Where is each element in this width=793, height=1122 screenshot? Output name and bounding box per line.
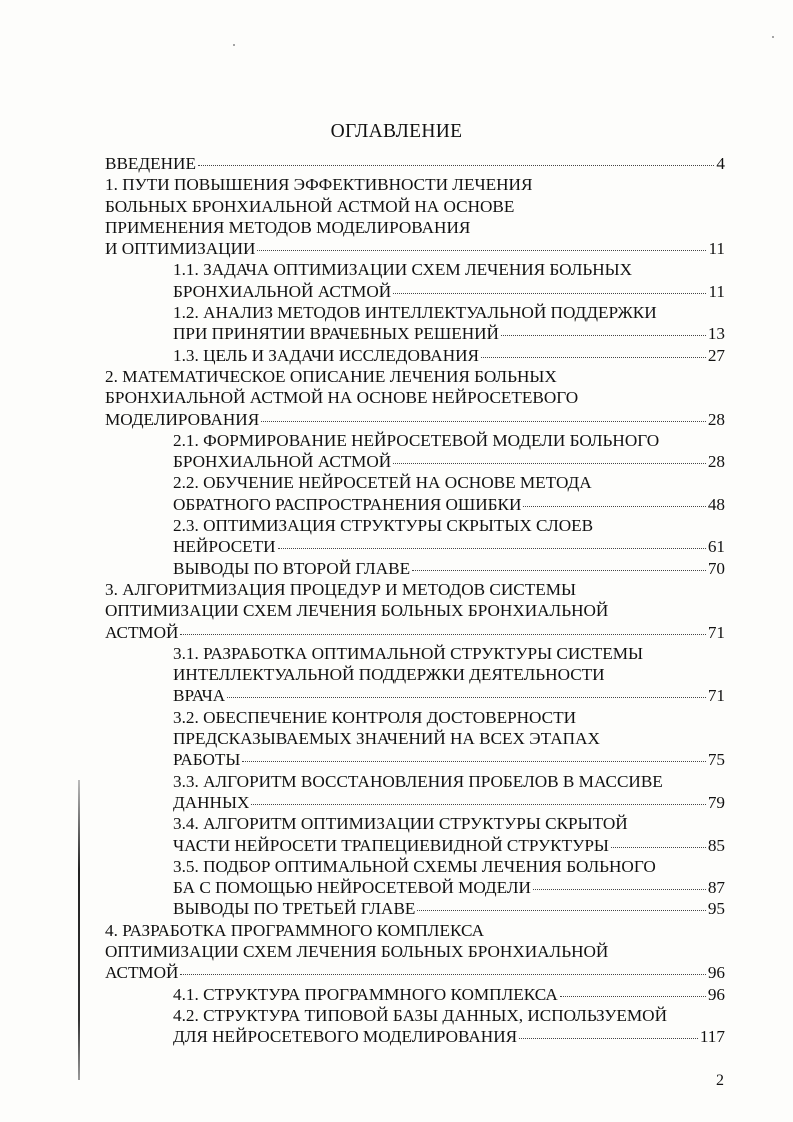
scan-speck bbox=[772, 36, 774, 38]
toc-entry-text: ОПТИМИЗАЦИИ СХЕМ ЛЕЧЕНИЯ БОЛЬНЫХ БРОНХИАЛЬНОЙ bbox=[105, 941, 609, 961]
toc-page-number: 4 bbox=[716, 154, 725, 173]
dot-leader bbox=[501, 334, 706, 336]
toc-entry-line bbox=[173, 771, 725, 792]
toc-entry-line bbox=[105, 622, 725, 643]
toc-page-number: 11 bbox=[708, 281, 725, 301]
dot-leader bbox=[560, 995, 706, 997]
toc-page-number: 13 bbox=[707, 324, 725, 344]
toc-page-number: 70 bbox=[707, 558, 725, 578]
toc-entry-line bbox=[173, 643, 725, 664]
toc-entry-line bbox=[173, 430, 725, 451]
toc-entry-text: БА С ПОМОЩЬЮ НЕЙРОСЕТЕВОЙ МОДЕЛИ bbox=[173, 878, 531, 898]
toc-entry-line bbox=[173, 685, 725, 706]
toc-page-number: 48 bbox=[707, 494, 725, 514]
toc-entry-line bbox=[105, 600, 725, 621]
toc-entry-text: ПРИ ПРИНЯТИИ ВРАЧЕБНЫХ РЕШЕНИЙ bbox=[173, 324, 499, 344]
toc-entry-text: 2.2. ОБУЧЕНИЕ НЕЙРОСЕТЕЙ НА ОСНОВЕ МЕТОДА bbox=[173, 473, 592, 493]
toc-page-number: 75 bbox=[707, 750, 725, 770]
toc-entry-text: 3.2. ОБЕСПЕЧЕНИЕ КОНТРОЛЯ ДОСТОВЕРНОСТИ bbox=[173, 707, 577, 727]
toc-entry-line bbox=[173, 835, 725, 856]
toc-entry-text: БОЛЬНЫХ БРОНХИАЛЬНОЙ АСТМОЙ НА ОСНОВЕ bbox=[105, 196, 515, 216]
toc-entry-line bbox=[173, 451, 725, 472]
toc-entry-line bbox=[173, 664, 725, 685]
scan-speck bbox=[233, 44, 235, 46]
toc-entry-line bbox=[105, 962, 725, 983]
toc-entry-line bbox=[105, 920, 725, 941]
toc-entry-line bbox=[173, 323, 725, 344]
toc-page-number: 85 bbox=[707, 835, 725, 855]
toc-page-number: 96 bbox=[707, 963, 725, 983]
toc-entry-text: ИНТЕЛЛЕКТУАЛЬНОЙ ПОДДЕРЖКИ ДЕЯТЕЛЬНОСТИ bbox=[173, 665, 605, 685]
toc-page-number: 117 bbox=[699, 1027, 725, 1047]
toc-entry-line bbox=[173, 558, 725, 579]
dot-leader bbox=[257, 249, 706, 251]
toc-entry-line bbox=[173, 877, 725, 898]
toc-entry-text: ВЫВОДЫ ПО ВТОРОЙ ГЛАВЕ bbox=[173, 558, 411, 578]
toc-entry-text: АСТМОЙ bbox=[105, 963, 179, 983]
toc-entry-text: ПРИМЕНЕНИЯ МЕТОДОВ МОДЕЛИРОВАНИЯ bbox=[105, 217, 471, 237]
toc-entry-text: НЕЙРОСЕТИ bbox=[173, 537, 276, 557]
toc-entry-text: ВЫВОДЫ ПО ТРЕТЬЕЙ ГЛАВЕ bbox=[173, 899, 416, 919]
dot-leader bbox=[519, 1037, 698, 1039]
toc-entry-text: АСТМОЙ bbox=[105, 622, 179, 642]
toc-entry-line bbox=[173, 1005, 725, 1026]
toc-entry-text: 3.4. АЛГОРИТМ ОПТИМИЗАЦИИ СТРУКТУРЫ СКРЫТОЙ bbox=[173, 814, 628, 834]
dot-leader bbox=[417, 909, 705, 911]
toc-entry-text: ДЛЯ НЕЙРОСЕТЕВОГО МОДЕЛИРОВАНИЯ bbox=[173, 1027, 518, 1047]
toc-page-number: 27 bbox=[707, 345, 725, 365]
dot-leader bbox=[227, 696, 706, 698]
toc-entry-text: И ОПТИМИЗАЦИИ bbox=[105, 239, 256, 259]
toc-entry-line bbox=[105, 217, 725, 238]
toc-entry-line bbox=[173, 898, 725, 919]
toc-entry-text: 2. МАТЕМАТИЧЕСКОЕ ОПИСАНИЕ ЛЕЧЕНИЯ БОЛЬНЫХ bbox=[105, 366, 557, 386]
toc-entry-line bbox=[173, 345, 725, 366]
dot-leader bbox=[533, 888, 706, 890]
toc-entry-line bbox=[173, 984, 725, 1005]
toc-entry-line bbox=[173, 728, 725, 749]
dot-leader bbox=[393, 292, 706, 294]
dot-leader bbox=[261, 420, 706, 422]
toc-entry-line bbox=[105, 238, 725, 259]
toc-entry-line bbox=[105, 409, 725, 430]
toc-page-number: 79 bbox=[707, 792, 725, 812]
toc-entry-text: БРОНХИАЛЬНОЙ АСТМОЙ bbox=[173, 452, 392, 472]
toc-entry-text: БРОНХИАЛЬНОЙ АСТМОЙ bbox=[173, 281, 392, 301]
dot-leader bbox=[412, 569, 706, 571]
toc-entry-text: МОДЕЛИРОВАНИЯ bbox=[105, 409, 260, 429]
toc-entry-text: 4.1. СТРУКТУРА ПРОГРАММНОГО КОМПЛЕКСА bbox=[173, 984, 558, 1004]
dot-leader bbox=[523, 505, 705, 507]
toc-entry-text: 2.3. ОПТИМИЗАЦИЯ СТРУКТУРЫ СКРЫТЫХ СЛОЕВ bbox=[173, 516, 594, 536]
toc-entry-text: 3. АЛГОРИТМИЗАЦИЯ ПРОЦЕДУР И МЕТОДОВ СИСТЕМЫ bbox=[105, 579, 577, 599]
scan-margin-mark bbox=[78, 780, 80, 1080]
toc-entry-text: ВВЕДЕНИЕ bbox=[105, 154, 196, 173]
toc-entry-line bbox=[173, 856, 725, 877]
toc-page-number: 87 bbox=[707, 878, 725, 898]
toc-entry-text: 3.5. ПОДБОР ОПТИМАЛЬНОЙ СХЕМЫ ЛЕЧЕНИЯ БОЛЬНОГО bbox=[173, 856, 656, 876]
toc-entry-line bbox=[105, 941, 725, 962]
toc-entry-line bbox=[173, 813, 725, 834]
toc-entry-line bbox=[173, 472, 725, 493]
dot-leader bbox=[481, 356, 706, 358]
toc-page-number: 61 bbox=[707, 537, 725, 557]
toc-page-number: 11 bbox=[708, 239, 725, 259]
toc-entry-line bbox=[105, 366, 725, 387]
toc-entry-text: 4.2. СТРУКТУРА ТИПОВОЙ БАЗЫ ДАННЫХ, ИСПОЛЬЗУЕМОЙ bbox=[173, 1005, 668, 1025]
toc-entry-text: 1.1. ЗАДАЧА ОПТИМИЗАЦИИ СХЕМ ЛЕЧЕНИЯ БОЛЬНЫХ bbox=[173, 260, 633, 280]
toc-entry-text: ОПТИМИЗАЦИИ СХЕМ ЛЕЧЕНИЯ БОЛЬНЫХ БРОНХИАЛЬНОЙ bbox=[105, 601, 609, 621]
toc-entry-text: 3.1. РАЗРАБОТКА ОПТИМАЛЬНОЙ СТРУКТУРЫ СИСТЕМЫ bbox=[173, 643, 643, 663]
toc-entry-text: ПРЕДСКАЗЫВАЕМЫХ ЗНАЧЕНИЙ НА ВСЕХ ЭТАПАХ bbox=[173, 729, 600, 749]
toc-entry-text: 2.1. ФОРМИРОВАНИЕ НЕЙРОСЕТЕВОЙ МОДЕЛИ БОЛЬНОГО bbox=[173, 430, 660, 450]
table-of-contents bbox=[105, 153, 725, 1047]
toc-entry-line bbox=[105, 579, 725, 600]
toc-entry-line bbox=[105, 174, 725, 195]
page-title: ОГЛАВЛЕНИЕ bbox=[330, 121, 463, 142]
toc-entry-text: РАБОТЫ bbox=[173, 750, 241, 770]
toc-page-number: 71 bbox=[707, 622, 725, 642]
dot-leader bbox=[251, 803, 705, 805]
dot-leader bbox=[198, 164, 714, 166]
toc-entry-line bbox=[173, 494, 725, 515]
toc-entry-text: ДАННЫХ bbox=[173, 792, 250, 812]
toc-page-number: 95 bbox=[707, 899, 725, 919]
toc-entry-text: ВРАЧА bbox=[173, 686, 226, 706]
toc-entry-line bbox=[105, 153, 725, 174]
toc-page-number: 28 bbox=[707, 409, 725, 429]
toc-entry-text: ЧАСТИ НЕЙРОСЕТИ ТРАПЕЦИЕВИДНОЙ СТРУКТУРЫ bbox=[173, 835, 609, 855]
toc-entry-line bbox=[173, 536, 725, 557]
dot-leader bbox=[393, 462, 706, 464]
dot-leader bbox=[180, 973, 705, 975]
toc-entry-line bbox=[173, 281, 725, 302]
toc-entry-line bbox=[173, 515, 725, 536]
toc-entry-text: 1.2. АНАЛИЗ МЕТОДОВ ИНТЕЛЛЕКТУАЛЬНОЙ ПОДДЕРЖКИ bbox=[173, 303, 657, 323]
toc-entry-text: 1. ПУТИ ПОВЫШЕНИЯ ЭФФЕКТИВНОСТИ ЛЕЧЕНИЯ bbox=[105, 175, 533, 195]
toc-page-number: 96 bbox=[707, 984, 725, 1004]
toc-entry-text: 4. РАЗРАБОТКА ПРОГРАММНОГО КОМПЛЕКСА bbox=[105, 920, 485, 940]
dot-leader bbox=[611, 846, 706, 848]
toc-entry-line bbox=[173, 1026, 725, 1047]
toc-entry-text: 1.3. ЦЕЛЬ И ЗАДАЧИ ИССЛЕДОВАНИЯ bbox=[173, 345, 480, 365]
toc-page-number: 71 bbox=[707, 686, 725, 706]
toc-entry-line bbox=[173, 259, 725, 280]
toc-entry-line bbox=[105, 196, 725, 217]
dot-leader bbox=[180, 633, 705, 635]
dot-leader bbox=[278, 547, 706, 549]
toc-entry-text: БРОНХИАЛЬНОЙ АСТМОЙ НА ОСНОВЕ НЕЙРОСЕТЕВОГО bbox=[105, 388, 579, 408]
toc-entry-line bbox=[105, 387, 725, 408]
page-number: 2 bbox=[716, 1072, 724, 1089]
toc-page-number: 28 bbox=[707, 452, 725, 472]
toc-entry-line bbox=[173, 302, 725, 323]
toc-entry-text: ОБРАТНОГО РАСПРОСТРАНЕНИЯ ОШИБКИ bbox=[173, 494, 522, 514]
toc-entry-line bbox=[173, 707, 725, 728]
dot-leader bbox=[242, 760, 705, 762]
toc-entry-text: 3.3. АЛГОРИТМ ВОССТАНОВЛЕНИЯ ПРОБЕЛОВ В МАССИВЕ bbox=[173, 771, 663, 791]
toc-entry-line bbox=[173, 792, 725, 813]
toc-entry-line bbox=[173, 749, 725, 770]
